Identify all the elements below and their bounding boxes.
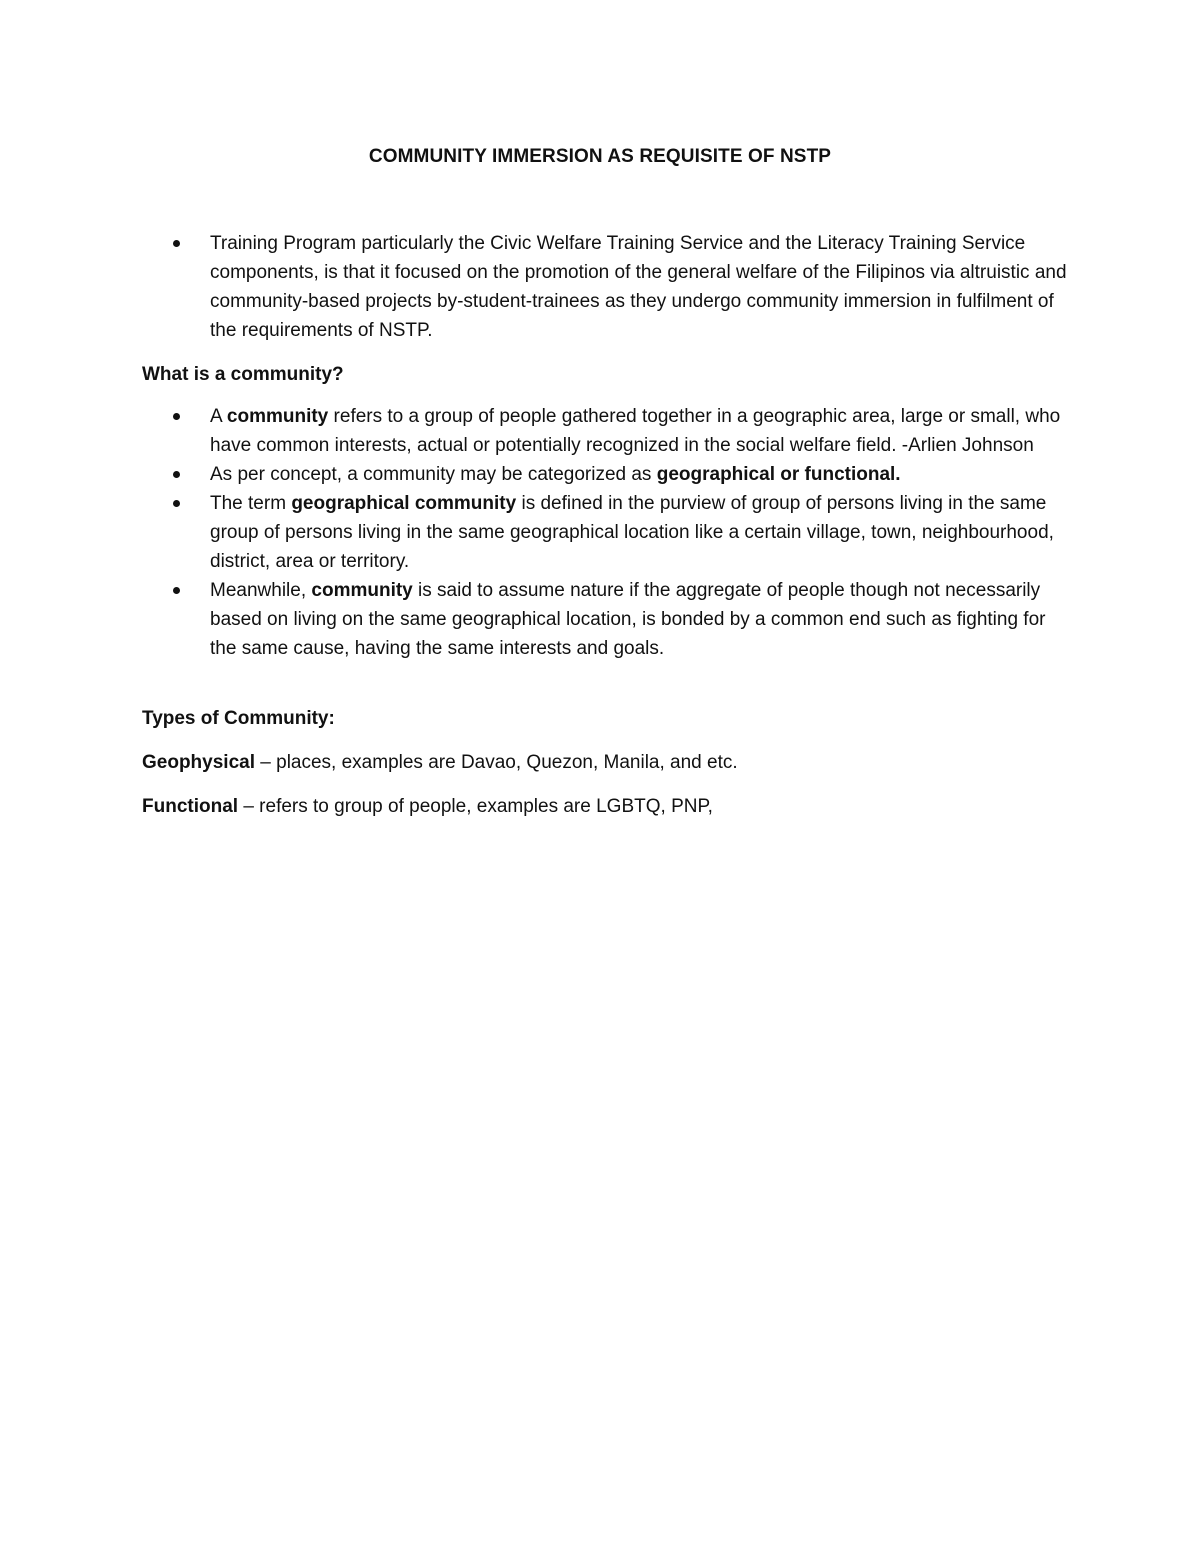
- bullet-text-pre: Meanwhile,: [210, 580, 312, 601]
- bullet-text-bold: community: [226, 406, 329, 427]
- bullet-icon: [173, 413, 180, 420]
- list-item: [210, 229, 1070, 345]
- community-bullet-list: [210, 402, 1070, 663]
- intro-bullet-list: [210, 229, 1070, 345]
- list-item: [210, 576, 1070, 663]
- bullet-text-bold: community: [311, 580, 413, 601]
- section-heading-types: Types of Community:: [142, 708, 335, 729]
- intro-bullet-text: Training Program particularly the Civic Welfare Training Service and the Literacy Training Service components, is that it focused on the promotion of the general welfare of the Filipinos via altruistic and community-based projects by-student-trainees as they undergo community immersion in fulfilment of the requirements of NSTP.: [210, 233, 1067, 341]
- bullet-text-pre: The term: [210, 493, 292, 514]
- document-title: COMMUNITY IMMERSION AS REQUISITE OF NSTP: [368, 146, 832, 167]
- bullet-text-pre: A: [210, 406, 227, 427]
- bullet-text-bold: geographical community: [291, 493, 517, 514]
- bullet-icon: [173, 587, 180, 594]
- geophysical-definition: [142, 748, 1072, 777]
- functional-text: – refers to group of people, examples are LGBTQ, PNP,: [238, 796, 713, 817]
- list-item: [210, 460, 1070, 489]
- bullet-icon: [173, 240, 180, 247]
- list-item: [210, 489, 1070, 576]
- bullet-text-post: is defined in the purview of group of persons living in the same group of persons living in the same geographical location like a certain village, town, neighbourhood, district, area or territory.: [210, 493, 1054, 572]
- functional-definition: [142, 792, 1072, 821]
- geophysical-text: – places, examples are Davao, Quezon, Manila, and etc.: [255, 752, 738, 773]
- bullet-text-post: refers to a group of people gathered together in a geographic area, large or small, who have common interests, actual or potentially recognized in the social welfare field. -Arlien Johnson: [210, 406, 1061, 456]
- bullet-text-pre: As per concept, a community may be categorized as: [210, 464, 657, 485]
- geophysical-term: Geophysical: [142, 752, 255, 773]
- section-heading-community: What is a community?: [142, 364, 344, 385]
- functional-term: Functional: [142, 796, 239, 817]
- bullet-text-bold: geographical or functional.: [656, 464, 901, 485]
- bullet-icon: [173, 500, 180, 507]
- bullet-text-post: is said to assume nature if the aggregate of people though not necessarily based on living on the same geographical location, is bonded by a common end such as fighting for the same cause, having the same interests and goals.: [210, 580, 1046, 659]
- bullet-icon: [173, 471, 180, 478]
- list-item: [210, 402, 1070, 460]
